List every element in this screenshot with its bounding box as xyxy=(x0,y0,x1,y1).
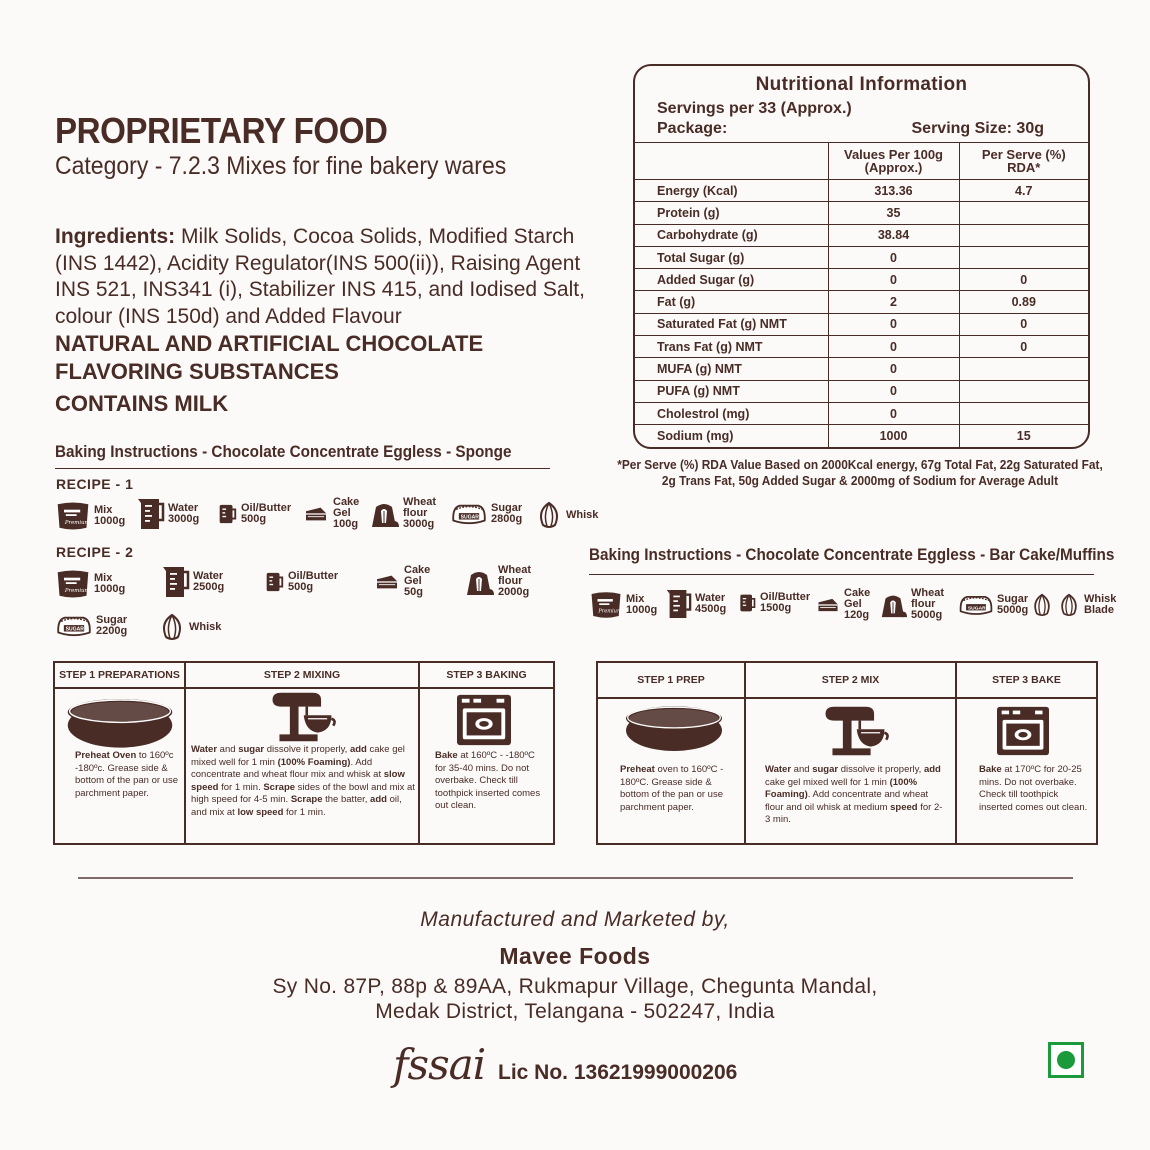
value-per-100g: 0 xyxy=(828,402,959,424)
mix-pack-icon xyxy=(55,568,91,600)
flour-bag-icon xyxy=(878,591,908,619)
whisk-icon xyxy=(535,501,563,529)
product-category: Category - 7.2.3 Mixes for fine bakery wares xyxy=(55,152,507,180)
step-text: Water and sugar dissolve it properly, add cake gel mixed well for 1 min (100% Foaming). Add concentrate and wheat flour mix and whisk at slow speed for 1 min. Scrape sides of the bowl and mix at high speed for 4-5 min. Scrape the batter, add oil, and mix at low speed for 1 min. xyxy=(191,744,415,818)
sugar-bag-icon xyxy=(958,593,994,617)
sugar-bag-icon xyxy=(55,614,93,638)
nutrition-row xyxy=(635,269,1088,291)
step-text: Preheat Oven to 160ºc -180ºc. Grease side & bottom of the pan or use parchment paper. xyxy=(75,750,178,799)
value-per-100g: 313.36 xyxy=(828,180,959,202)
recipe-2-sugar xyxy=(55,614,127,638)
sponge-step-2 xyxy=(186,663,420,843)
ingredient-label: Oil/Butter 500g xyxy=(288,570,339,593)
sponge-heading: Baking Instructions - Chocolate Concentrate Eggless - Sponge xyxy=(55,442,512,461)
package-label: Package: xyxy=(657,120,728,137)
footer-divider xyxy=(78,877,1073,879)
barcake-step-3 xyxy=(957,663,1096,843)
rda-percent: 0 xyxy=(959,313,1088,335)
address-line-1: Sy No. 87P, 88p & 89AA, Rukmapur Village, Chegunta Mandal, xyxy=(272,975,878,998)
nutrient-name: MUFA (g) NMT xyxy=(635,358,828,380)
cake-pan-icon xyxy=(616,703,732,763)
ingredient-label: Cake Gel 50g xyxy=(404,564,431,598)
nutrition-header-row xyxy=(635,143,1088,180)
step-text: Preheat oven to 160ºC - 180ºC. Grease side & bottom of the pan or use parchment paper. xyxy=(620,764,724,813)
value-per-100g: 0 xyxy=(828,269,959,291)
nutrient-name: Saturated Fat (g) NMT xyxy=(635,313,828,335)
ingredient-label: Wheat flour 5000g xyxy=(911,587,944,621)
ingredient-label: Oil/Butter 1500g xyxy=(760,591,811,614)
recipe-2-mix xyxy=(55,568,125,600)
veg-mark-icon xyxy=(1048,1042,1084,1078)
nutrition-row xyxy=(635,224,1088,246)
flavoring-statement: NATURAL AND ARTIFICIAL CHOCOLATE FLAVORING SUBSTANCES xyxy=(55,331,484,384)
nutrient-name: Cholestrol (mg) xyxy=(635,402,828,424)
fssai-logo: fssai xyxy=(393,1040,486,1089)
ingredient-label: Wheat flour 2000g xyxy=(498,564,531,598)
cake-gel-icon xyxy=(373,572,401,592)
step-title: STEP 1 PREP xyxy=(598,663,744,699)
mix-pack-icon xyxy=(589,590,623,620)
oven-icon xyxy=(454,693,514,747)
address-line-2: Medak District, Telangana - 502247, India xyxy=(375,1000,775,1023)
step-title: STEP 2 MIX xyxy=(746,663,955,699)
rda-percent: 0.89 xyxy=(959,291,1088,313)
recipe-2-gel xyxy=(373,565,430,598)
value-per-100g: 0 xyxy=(828,358,959,380)
step-title: STEP 2 MIXING xyxy=(186,663,418,689)
sponge-divider xyxy=(55,468,550,469)
ingredient-label: Mix 1000g xyxy=(626,593,658,616)
servings-per-package: Servings per 33 (Approx.) xyxy=(657,100,852,117)
rda-percent: 15 xyxy=(959,425,1088,447)
rda-percent xyxy=(959,246,1088,268)
product-title: PROPRIETARY FOOD xyxy=(55,110,388,151)
ingredients-list: Milk Solids, Cocoa Solids, Modified Starch (INS 1442), Acidity Regulator(INS 500(ii)), Raising Agent INS 521, INS341 (i), Stabilizer INS 415, and Iodised Salt, colour (INS 150d) and Added Flavour xyxy=(55,225,585,328)
manufactured-by: Manufactured and Marketed by, xyxy=(420,908,730,931)
measuring-jug-icon xyxy=(160,564,190,600)
recipe-2-label: RECIPE - 2 xyxy=(56,544,134,560)
oil-jar-icon xyxy=(216,502,238,526)
license-number: Lic No. 13621999000206 xyxy=(498,1061,738,1084)
nutrient-name: Total Sugar (g) xyxy=(635,246,828,268)
ingredients-label: Ingredients: xyxy=(55,225,176,248)
recipe-1-label: RECIPE - 1 xyxy=(56,476,134,492)
value-per-100g: 1000 xyxy=(828,425,959,447)
nutrition-panel xyxy=(633,64,1090,449)
value-per-100g: 0 xyxy=(828,380,959,402)
company-name: Mavee Foods xyxy=(499,943,651,969)
nutrition-table xyxy=(635,142,1088,447)
rda-percent: 0 xyxy=(959,269,1088,291)
cake-gel-icon xyxy=(815,595,841,615)
whisk-icon xyxy=(158,613,186,641)
recipe-1-water xyxy=(135,496,199,532)
nutrition-row xyxy=(635,380,1088,402)
stand-mixer-icon xyxy=(262,691,342,743)
barcake-flour xyxy=(878,588,944,621)
step-text: Bake at 160ºC - -180ºC for 35-40 mins. Do not overbake. Check till toothpick inserted comes out clean. xyxy=(435,750,541,811)
ingredient-label: Cake Gel 120g xyxy=(844,587,871,621)
step-title: STEP 3 BAKING xyxy=(420,663,553,689)
nutrient-name: Added Sugar (g) xyxy=(635,269,828,291)
oven-icon xyxy=(995,705,1051,757)
rda-percent xyxy=(959,358,1088,380)
mix-pack-icon xyxy=(55,500,91,532)
value-per-100g: 2 xyxy=(828,291,959,313)
allergen-statement: CONTAINS MILK xyxy=(55,391,229,416)
rda-percent: 4.7 xyxy=(959,180,1088,202)
value-per-100g: 0 xyxy=(828,246,959,268)
cake-gel-icon xyxy=(302,504,330,524)
per-100g-col-header: Values Per 100g (Approx.) xyxy=(828,143,959,180)
ingredient-label: Sugar 5000g xyxy=(997,593,1029,616)
rda-footnote: *Per Serve (%) RDA Value Based on 2000Kcal energy, 67g Total Fat, 22g Saturated Fat, 2g Trans Fat, 50g Added Sugar & 2000mg of Sodium for Average Adult xyxy=(617,458,1103,488)
flour-bag-icon xyxy=(463,567,495,597)
barcake-heading: Baking Instructions - Chocolate Concentrate Eggless - Bar Cake/Muffins xyxy=(589,545,1115,564)
measuring-jug-icon xyxy=(135,496,165,532)
ingredient-label: Sugar 2200g xyxy=(96,614,128,637)
barcake-oil xyxy=(737,592,810,614)
recipe-2-oil xyxy=(263,570,338,594)
nutrient-name: Sodium (mg) xyxy=(635,425,828,447)
flour-bag-icon xyxy=(368,499,400,529)
step-title: STEP 3 BAKE xyxy=(957,663,1096,699)
barcake-step-1 xyxy=(598,663,746,843)
nutrition-row xyxy=(635,180,1088,202)
ingredient-label: Water 3000g xyxy=(168,502,200,525)
nutrient-col-header xyxy=(635,143,828,180)
barcake-water xyxy=(664,587,726,621)
serving-size: Serving Size: 30g xyxy=(911,120,1044,137)
rda-percent xyxy=(959,402,1088,424)
nutrient-name: Carbohydrate (g) xyxy=(635,224,828,246)
whisk-icon xyxy=(1030,593,1054,617)
ingredient-label: Cake Gel 100g xyxy=(333,496,360,530)
barcake-steps-table xyxy=(596,661,1098,845)
sponge-step-1 xyxy=(55,663,186,843)
ingredient-label: Whisk xyxy=(189,620,222,633)
ingredients-text xyxy=(55,224,615,330)
ingredient-label: Water 4500g xyxy=(695,592,727,615)
ingredient-label: Sugar 2800g xyxy=(491,502,523,525)
recipe-1-sugar xyxy=(450,502,522,526)
step-text: Water and sugar dissolve it properly, add cake gel mixed well for 1 min (100% Foaming). Add concentrate and wheat flour and oil whisk at medium speed for 2- 3 min. xyxy=(765,764,943,825)
ingredient-label: Wheat flour 3000g xyxy=(403,496,436,530)
ingredient-label: Mix 1000g xyxy=(94,572,126,595)
sponge-step-3 xyxy=(420,663,553,843)
value-per-100g: 38.84 xyxy=(828,224,959,246)
rda-col-header: Per Serve (%) RDA* xyxy=(959,143,1088,180)
ingredient-label: Mix 1000g xyxy=(94,504,126,527)
nutrition-row xyxy=(635,336,1088,358)
nutrient-name: Protein (g) xyxy=(635,202,828,224)
recipe-1-mix xyxy=(55,500,125,532)
nutrient-name: Energy (Kcal) xyxy=(635,180,828,202)
step-text: Bake at 170ºC for 20-25 mins. Do not overbake. Check till toothpick inserted comes out clean. xyxy=(979,764,1088,813)
ingredient-label: Whisk Blade xyxy=(1084,593,1117,616)
rda-percent xyxy=(959,202,1088,224)
recipe-1-whisk xyxy=(535,501,598,529)
sugar-bag-icon xyxy=(450,502,488,526)
sponge-steps-table xyxy=(53,661,555,845)
ingredient-label: Water 2500g xyxy=(193,570,225,593)
barcake-gel xyxy=(815,588,870,621)
nutrient-name: PUFA (g) NMT xyxy=(635,380,828,402)
recipe-1-oil xyxy=(216,502,291,526)
value-per-100g: 0 xyxy=(828,336,959,358)
step-title: STEP 1 PREPARATIONS xyxy=(55,663,184,689)
nutrition-title: Nutritional Information xyxy=(755,74,968,95)
recipe-2-water xyxy=(160,564,224,600)
recipe-2-flour xyxy=(463,565,531,598)
nutrition-row xyxy=(635,246,1088,268)
barcake-divider xyxy=(589,574,1094,575)
oil-jar-icon xyxy=(737,592,757,614)
ingredient-label: Oil/Butter 500g xyxy=(241,502,292,525)
rda-percent xyxy=(959,224,1088,246)
recipe-1-gel xyxy=(302,497,359,530)
barcake-step-2 xyxy=(746,663,957,843)
rda-percent: 0 xyxy=(959,336,1088,358)
stand-mixer-icon xyxy=(818,705,892,757)
nutrition-row xyxy=(635,402,1088,424)
value-per-100g: 0 xyxy=(828,313,959,335)
value-per-100g: 35 xyxy=(828,202,959,224)
nutrient-name: Fat (g) xyxy=(635,291,828,313)
whisk-blade-icon xyxy=(1057,593,1081,617)
ingredient-label: Whisk xyxy=(566,508,599,521)
nutrient-name: Trans Fat (g) NMT xyxy=(635,336,828,358)
measuring-jug-icon xyxy=(664,587,692,621)
rda-percent xyxy=(959,380,1088,402)
barcake-mix xyxy=(589,590,657,620)
nutrition-row xyxy=(635,202,1088,224)
nutrition-row xyxy=(635,358,1088,380)
barcake-whisk xyxy=(1030,593,1116,617)
recipe-1-flour xyxy=(368,497,436,530)
barcake-sugar xyxy=(958,593,1028,617)
oil-jar-icon xyxy=(263,570,285,594)
recipe-2-whisk xyxy=(158,613,221,641)
nutrition-row xyxy=(635,425,1088,447)
nutrition-row xyxy=(635,291,1088,313)
nutrition-row xyxy=(635,313,1088,335)
